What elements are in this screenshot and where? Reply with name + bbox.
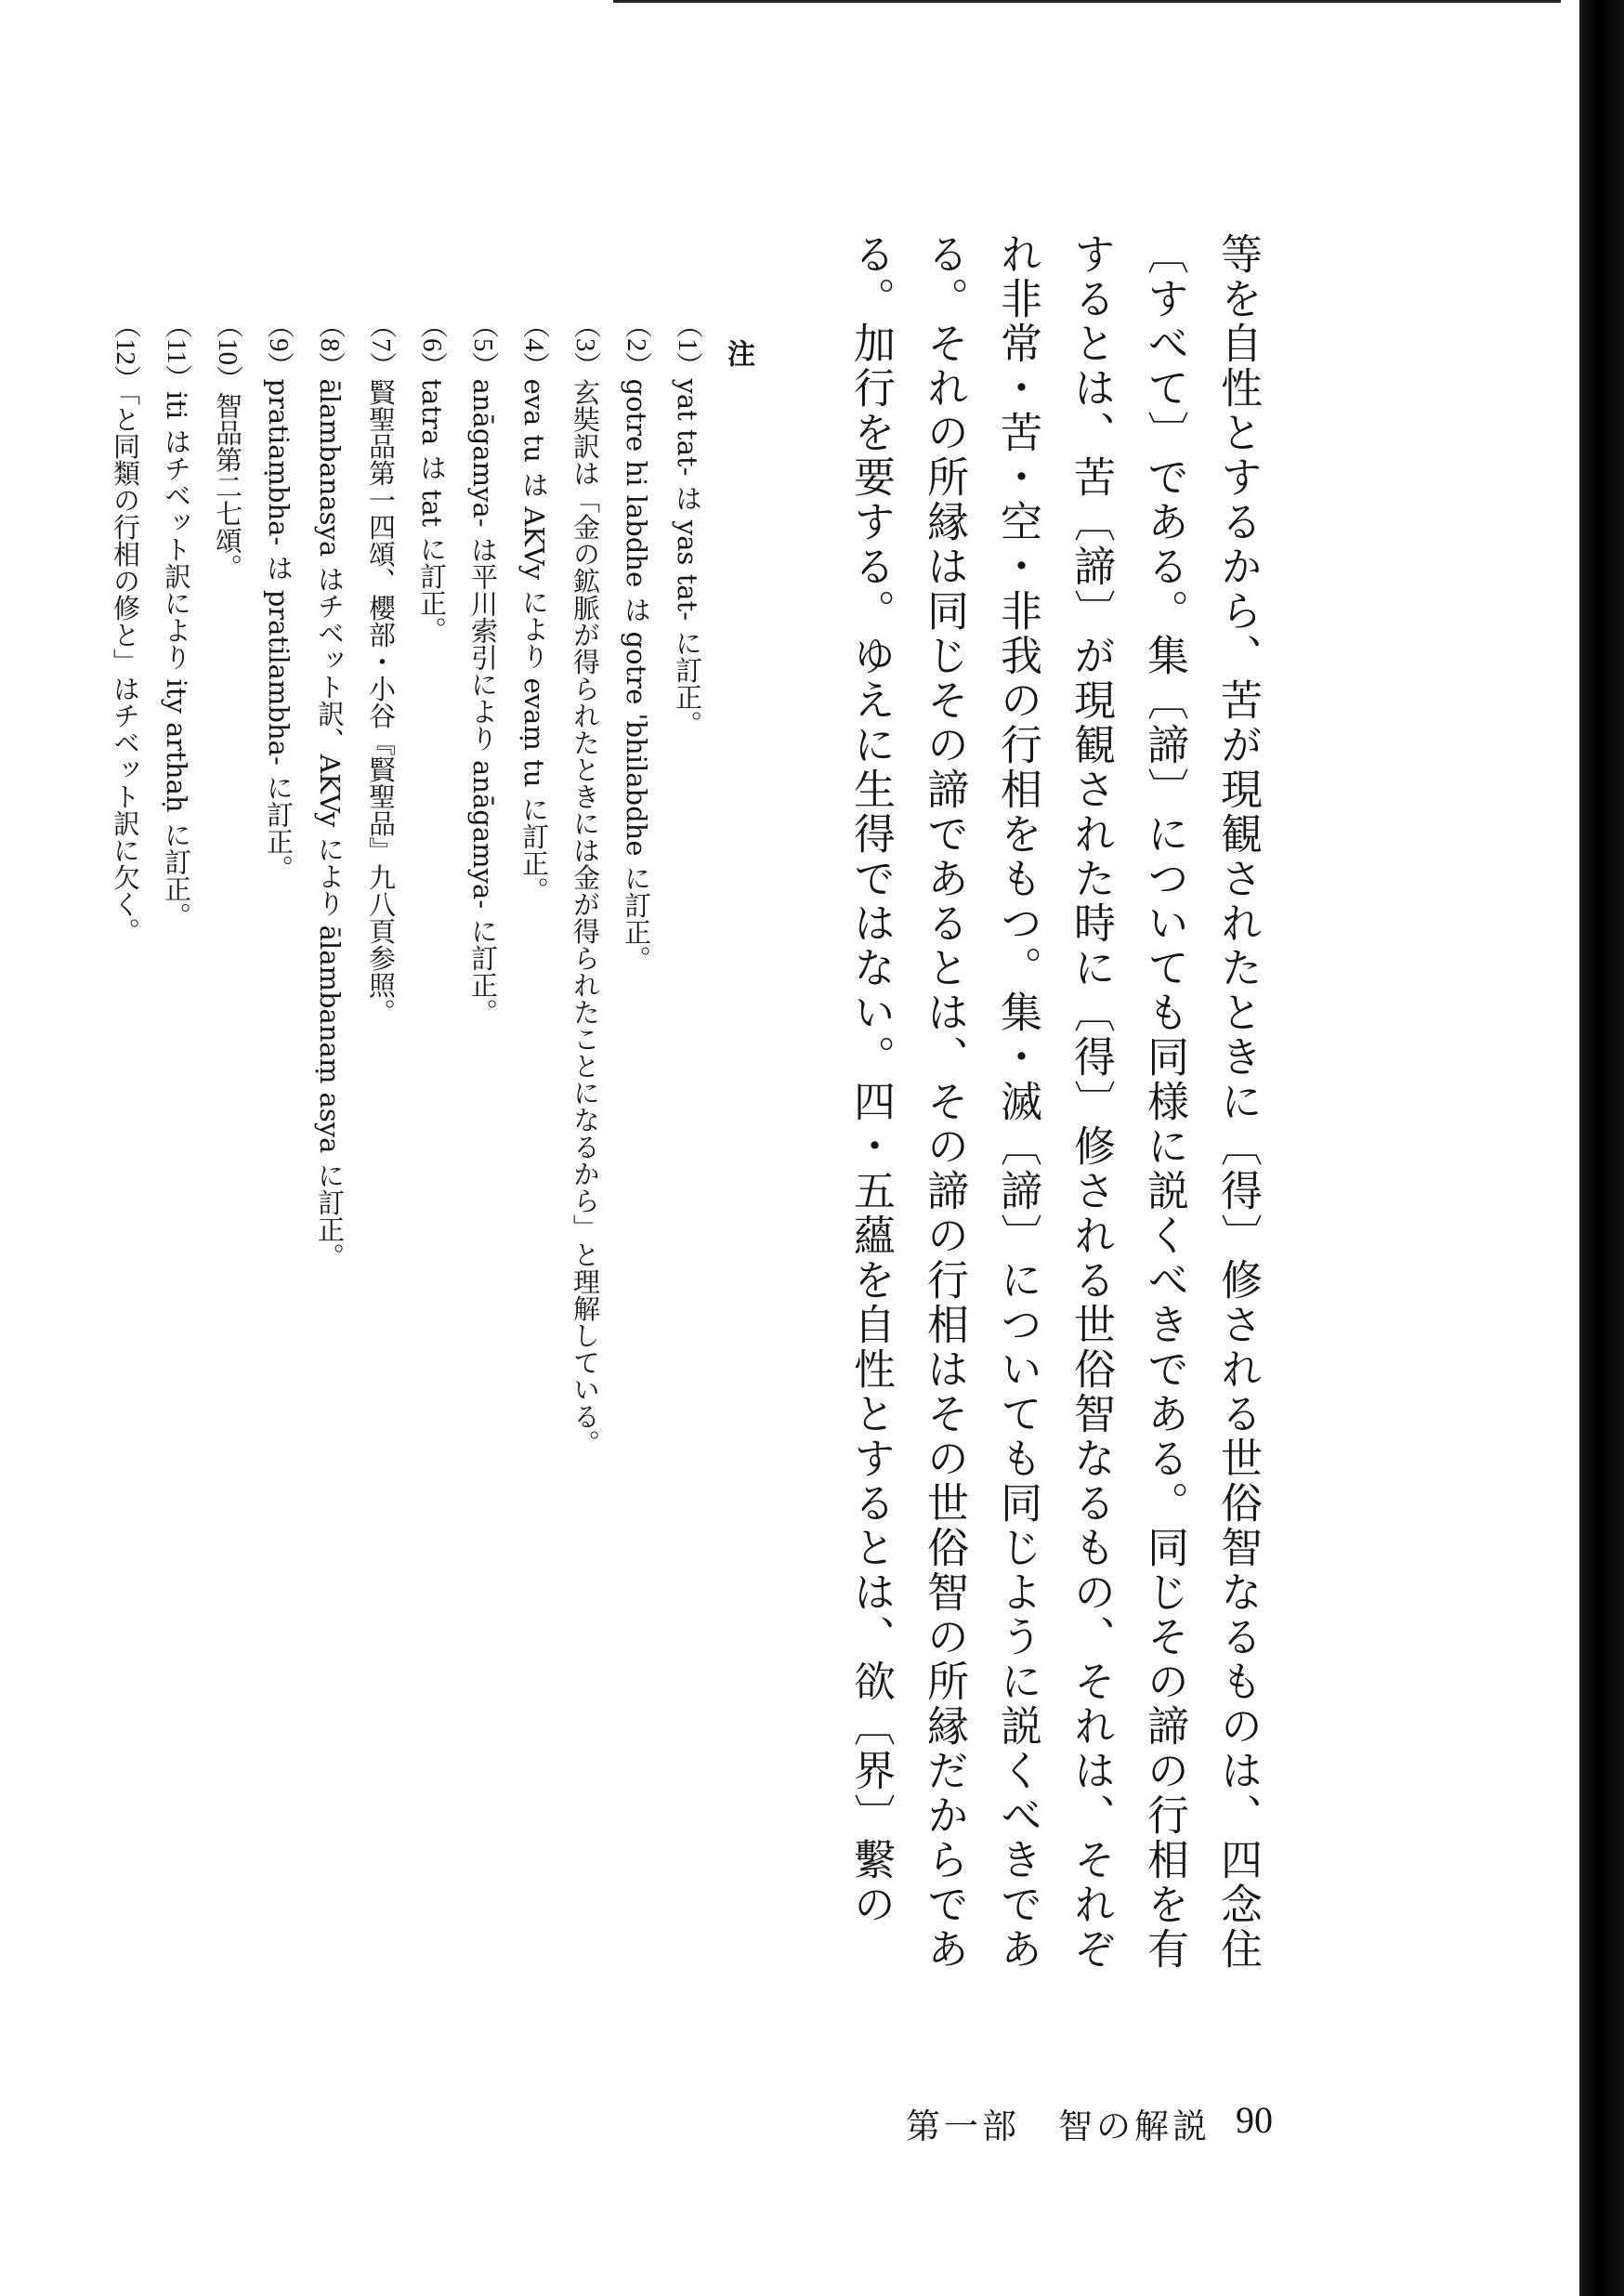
- note-item: （10）智品第二七頌。: [212, 311, 243, 581]
- notes-section: [58, 311, 764, 1761]
- body-paragraph: 等を自性とするから、苦が現観されたときに〔得〕修される世俗智なるものは、四念住〔すべて〕である。集〔諦〕についても同様に説くべきである。同じその諦の行相を有するとは、苦〔諦〕が現観された時に〔得〕修される世俗智なるもの、それは、それぞれ非常・苦・空・非我の行相をもつ。集・滅〔諦〕についても同じように説くべきである。それの所縁は同じその諦であるとは、その諦の行相はその世俗智の所縁だからである。加行を要する。ゆえに生得ではない。四・五蘊を自性とするとは、欲〔界〕繫の: [846, 232, 1263, 1972]
- scan-binding-edge: [1579, 0, 1624, 2296]
- main-body-text: [836, 232, 1275, 1979]
- note-item: （3）玄奘訳は「金の鉱脈が得られたときには金が得られたことになるから」と理解している。: [570, 311, 601, 1457]
- notes-heading: 注: [722, 339, 754, 367]
- note-item: （7）賢聖品第一四頌、櫻部・小谷『賢聖品』九八頁参照。: [365, 311, 397, 1026]
- note-item: （11）iti はチベット訳により ity arthaḥ に訂正。: [161, 311, 192, 929]
- note-item: （2）gotre hi labdhe は gotre 'bhilabdhe に訂正。: [621, 311, 652, 973]
- note-item: （4）eva tu は AKVy により evaṃ tu に訂正。: [518, 311, 550, 904]
- note-item: （1）yat tat- は yas tat- に訂正。: [672, 311, 703, 738]
- scan-top-edge: [613, 0, 1561, 3]
- note-item: （12）「と同類の行相の修と」はチベット訳に欠く。: [110, 311, 141, 945]
- page-number: 90: [1236, 2099, 1273, 2141]
- note-item: （8）ālambanasya はチベット訳、AKVy により ālambanaṃ asya に訂正。: [314, 311, 346, 1270]
- note-item: （5）anāgamya- は平川索引により anāgamya- に訂正。: [467, 311, 499, 1026]
- note-item: （6）tatra は tat に訂正。: [416, 311, 448, 644]
- note-item: （9）pratiaṃbha- は pratilambha- に訂正。: [263, 311, 295, 882]
- running-header: 第一部 智の解説: [906, 2106, 1211, 2146]
